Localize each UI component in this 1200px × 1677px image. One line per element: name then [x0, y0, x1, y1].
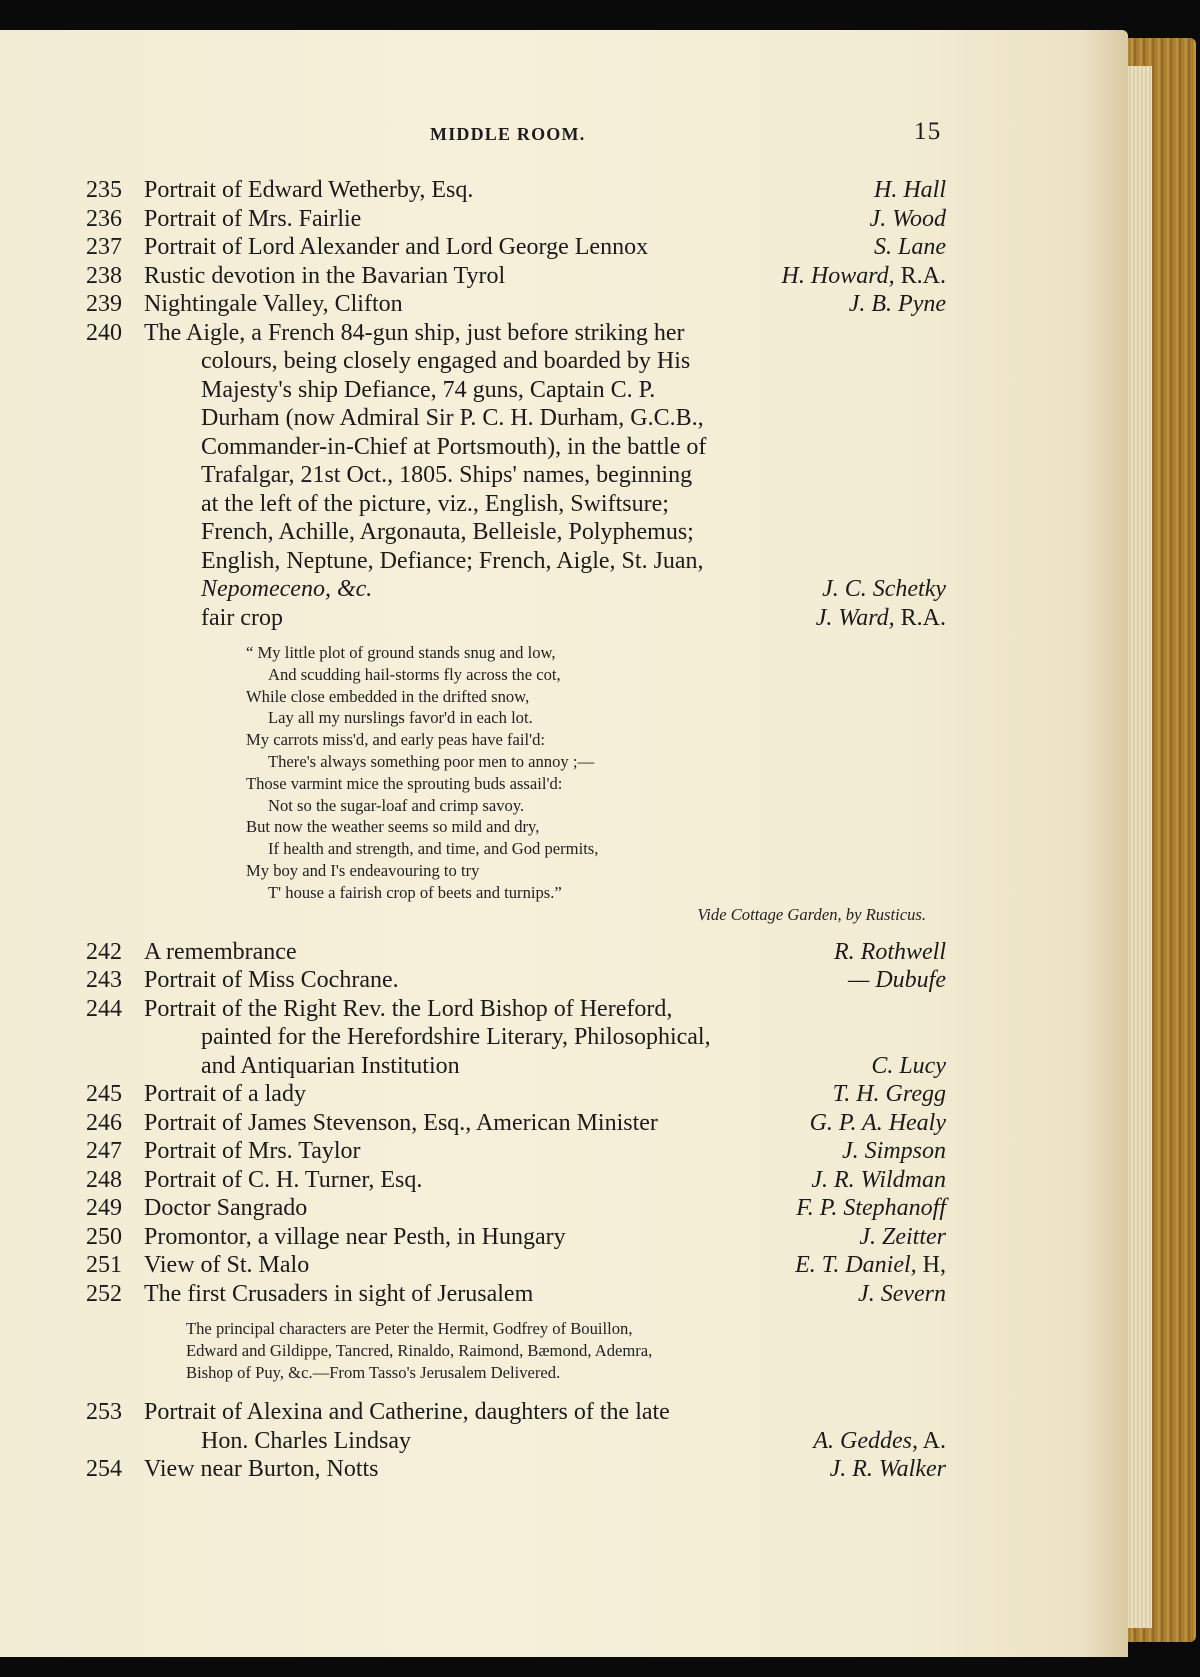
entry-number: 251 [86, 1252, 122, 1279]
entry-title: Portrait of Mrs. Fairlie [144, 205, 362, 232]
entry-title-line: Hon. Charles Lindsay [201, 1427, 411, 1454]
entry-number: 235 [86, 177, 122, 203]
entry-title: Portrait of Miss Cochrane. [144, 967, 399, 994]
entry-title: A remembrance [144, 938, 297, 965]
entry-number: 247 [86, 1138, 122, 1165]
catalogue-entry [86, 1109, 946, 1138]
entry-artist: — Dubufe [848, 967, 946, 994]
entry-artist: J. Wood [869, 205, 946, 232]
entry-title-line: Portrait of the Right Rev. the Lord Bishop of Hereford, [144, 995, 673, 1022]
entry-number: 254 [86, 1456, 122, 1483]
entry-number: 240 [86, 319, 122, 346]
catalogue-entry [86, 1280, 946, 1309]
catalogue-entry [86, 176, 946, 205]
entry-title-line: and Antiquarian Institution [201, 1052, 460, 1079]
entry-continuation [86, 461, 946, 490]
entry-continuation [86, 376, 946, 405]
poem-line: Lay all my nurslings favor'd in each lot. [268, 708, 533, 728]
entry-continuation [86, 547, 946, 576]
entry-artist: G. P. A. Healy [809, 1109, 946, 1136]
poem-credit: Vide Cottage Garden, by Rusticus. [697, 904, 926, 924]
entry-artist: T. H. Gregg [832, 1081, 946, 1108]
entry-title: Doctor Sangrado [144, 1195, 308, 1222]
entry-title-line: Majesty's ship Defiance, 74 guns, Captain C. P. [201, 376, 656, 403]
entry-note [86, 1308, 946, 1398]
catalogue-entry [86, 290, 946, 319]
poem-quotation [86, 632, 946, 938]
entry-title: Portrait of James Stevenson, Esq., American Minister [144, 1109, 658, 1136]
entry-continuation [86, 1427, 946, 1456]
entry-number: 236 [86, 205, 122, 232]
entry-continuation [86, 575, 946, 604]
entry-number: 246 [86, 1109, 122, 1136]
poem-line: Those varmint mice the sprouting buds assail'd: [246, 773, 563, 793]
catalogue-entry-240 [86, 319, 946, 348]
entry-number: 252 [86, 1280, 122, 1307]
poem-line: My boy and I's endeavouring to try [246, 860, 480, 880]
catalogue-entry [86, 1251, 946, 1280]
entry-number: 250 [86, 1223, 122, 1250]
entry-title: Portrait of C. H. Turner, Esq. [144, 1166, 423, 1193]
entry-title-line: Portrait of Alexina and Catherine, daughters of the late [144, 1399, 670, 1426]
entry-artist: J. C. Schetky [822, 576, 946, 602]
running-head: MIDDLE ROOM. [430, 124, 586, 144]
catalogue-entry [86, 1455, 946, 1484]
entry-continuation [86, 347, 946, 376]
entry-number: 249 [86, 1195, 122, 1222]
entry-artist: J. Simpson [842, 1138, 946, 1165]
entry-artist: J. B. Pyne [848, 291, 946, 317]
entry-number: 237 [86, 234, 122, 260]
entry-title-line: painted for the Herefordshire Literary, Philosophical, [201, 1024, 711, 1051]
catalogue-entry [86, 1080, 946, 1109]
entry-number: 244 [86, 995, 122, 1022]
poem-line: And scudding hail-storms fly across the cot, [268, 664, 561, 684]
entry-title-line: Durham (now Admiral Sir P. C. H. Durham, G.C.B., [201, 405, 704, 431]
entry-continuation [86, 490, 946, 519]
entry-artist: J. R. Walker [829, 1456, 946, 1483]
catalogue-entry [86, 938, 946, 967]
catalogue-entries [86, 176, 946, 1484]
poem-line: “ My little plot of ground stands snug and low, [246, 643, 556, 662]
catalogue-entry-253 [86, 1398, 946, 1427]
entry-title-line: The Aigle, a French 84-gun ship, just before striking her [144, 319, 685, 346]
entry-number: 238 [86, 262, 122, 289]
entry-continuation [86, 1052, 946, 1081]
note-line: Bishop of Puy, &c.—From Tasso's Jerusalem Delivered. [186, 1363, 561, 1383]
entry-artist: J. Ward, R.A. [815, 604, 946, 631]
catalogue-entry [86, 1223, 946, 1252]
catalogue-entry [86, 233, 946, 262]
entry-title: Rustic devotion in the Bavarian Tyrol [144, 262, 506, 289]
entry-title-line: Nepomeceno, &c. [201, 576, 373, 602]
entry-title: The first Crusaders in sight of Jerusalem [144, 1280, 534, 1307]
entry-title: Portrait of Lord Alexander and Lord George Lennox [144, 234, 649, 260]
entry-artist: F. P. Stephanoff [796, 1195, 946, 1222]
entry-number: 253 [86, 1399, 122, 1426]
poem-line: While close embedded in the drifted snow, [246, 686, 530, 706]
catalogue-entry [86, 262, 946, 291]
entry-artist: J. R. Wildman [811, 1166, 946, 1193]
entry-number: 248 [86, 1166, 122, 1193]
entry-title: View of St. Malo [144, 1252, 310, 1279]
entry-number: 239 [86, 291, 122, 317]
entry-title: Portrait of Edward Wetherby, Esq. [144, 177, 474, 203]
poem-line: If health and strength, and time, and God permits, [268, 839, 599, 859]
entry-title-line: Trafalgar, 21st Oct., 1805. Ships' names, beginning [201, 462, 693, 488]
catalogue-entry [86, 1166, 946, 1195]
entry-continuation [86, 1023, 946, 1052]
entry-artist: S. Lane [874, 234, 946, 260]
entry-title-line: colours, being closely engaged and boarded by His [201, 348, 691, 374]
entry-continuation [86, 404, 946, 433]
poem-line: There's always something poor men to annoy ;— [268, 751, 595, 771]
entry-title-line: at the left of the picture, viz., English, Swiftsure; [201, 490, 669, 517]
entry-artist: H. Hall [874, 177, 946, 203]
entry-artist: H. Howard, R.A. [781, 262, 946, 289]
entry-artist: R. Rothwell [834, 938, 946, 965]
entry-artist: E. T. Daniel, H, [795, 1252, 946, 1279]
entry-number: 245 [86, 1081, 122, 1108]
entry-title-line: French, Achille, Argonauta, Belleisle, Polyphemus; [201, 519, 694, 545]
note-line: The principal characters are Peter the Hermit, Godfrey of Bouillon, [186, 1319, 633, 1339]
poem-line: Not so the sugar-loaf and crimp savoy. [268, 795, 525, 815]
catalogue-entry [86, 1137, 946, 1166]
entry-continuation [86, 433, 946, 462]
entry-title: Portrait of a lady [144, 1081, 306, 1108]
note-line: Edward and Gildippe, Tancred, Rinaldo, Raimond, Bæmond, Ademra, [186, 1341, 653, 1361]
catalogue-entry [86, 205, 946, 234]
entry-title: fair crop [201, 604, 283, 631]
entry-artist: J. Zeitter [859, 1223, 946, 1250]
entry-title: Nightingale Valley, Clifton [144, 291, 403, 317]
entry-artist: J. Severn [858, 1280, 946, 1307]
page-edges [1128, 66, 1152, 1628]
entry-number: 242 [86, 938, 122, 965]
entry-continuation [86, 518, 946, 547]
entry-title: View near Burton, Notts [144, 1456, 379, 1483]
entry-title-line: Commander-in-Chief at Portsmouth), in the battle of [201, 433, 707, 460]
poem-line: My carrots miss'd, and early peas have fail'd: [246, 730, 546, 750]
entry-title: Portrait of Mrs. Taylor [144, 1138, 361, 1165]
catalogue-entry [86, 604, 946, 633]
catalogue-entry [86, 1194, 946, 1223]
catalogue-entry [86, 966, 946, 995]
entry-artist: A. Geddes, A. [813, 1427, 946, 1454]
page-header [0, 118, 960, 148]
entry-number: 243 [86, 967, 122, 994]
entry-artist: C. Lucy [871, 1052, 946, 1079]
poem-line: But now the weather seems so mild and dry, [246, 817, 540, 837]
page-number: 15 [914, 118, 942, 145]
entry-title: Promontor, a village near Pesth, in Hungary [144, 1223, 566, 1250]
catalogue-entry-244 [86, 995, 946, 1024]
poem-line: T' house a fairish crop of beets and turnips.” [268, 882, 562, 902]
entry-title-line: English, Neptune, Defiance; French, Aigle, St. Juan, [201, 547, 704, 574]
